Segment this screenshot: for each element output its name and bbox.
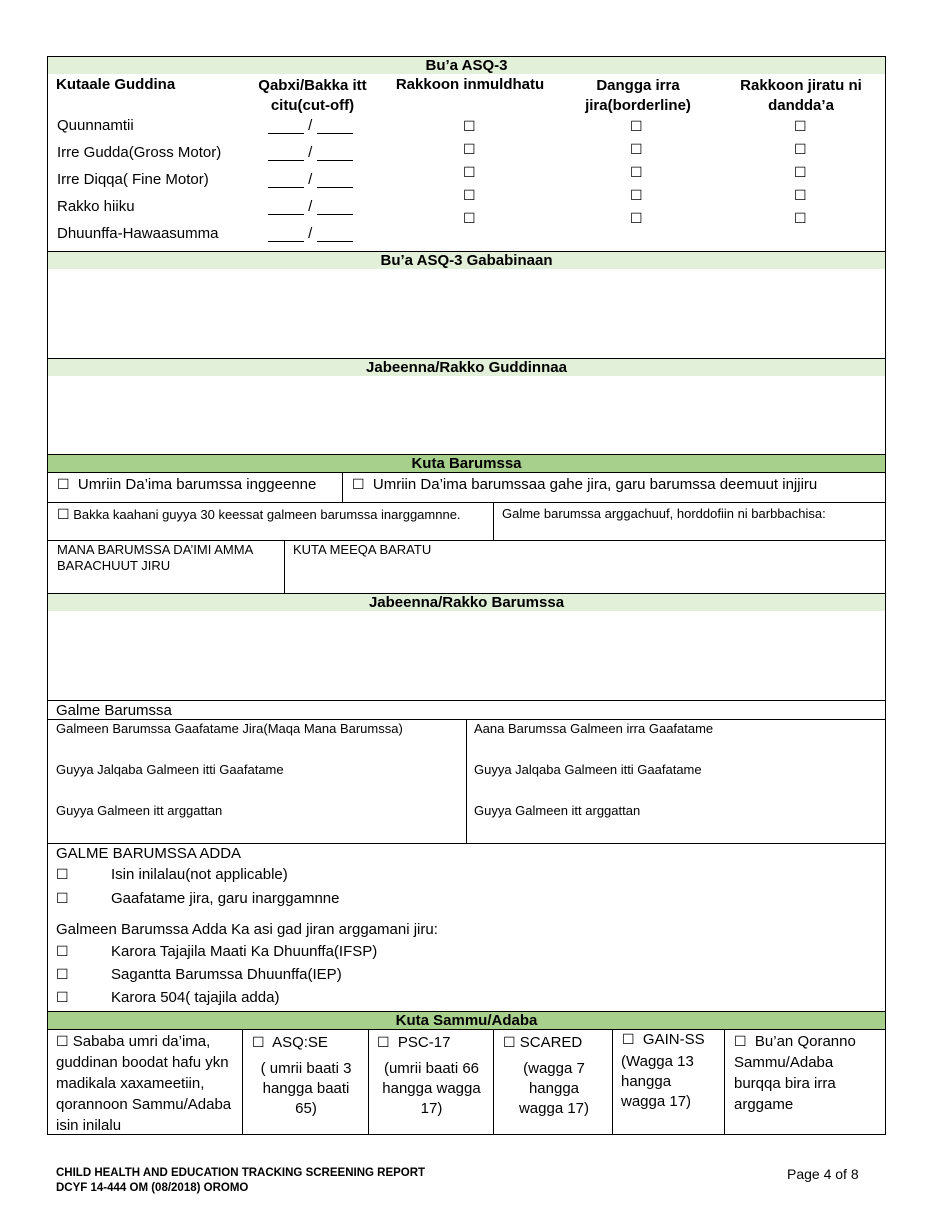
score-field[interactable]: / xyxy=(268,117,353,134)
checkbox[interactable]: ☐ xyxy=(794,141,807,157)
checkbox[interactable]: ☐ xyxy=(794,118,807,134)
col-header-possible: Rakkoon jiratu ni dandda’a xyxy=(740,77,862,114)
asq-title: Bu’a ASQ-3 xyxy=(48,57,885,74)
checkbox[interactable]: ☐ xyxy=(630,187,643,203)
other-opt-label: Karora 504( tajajila adda) xyxy=(111,989,280,1006)
opt-not-school-age[interactable]: ☐ Umriin Da’ima barumssa inggeenne xyxy=(57,476,317,493)
other-records-title: GALME BARUMSSA ADDA xyxy=(56,845,242,862)
checkbox[interactable]: ☐ xyxy=(252,1034,265,1050)
checkbox[interactable]: ☐ xyxy=(56,989,69,1005)
other-opt-label: Isin inilalau(not applicable) xyxy=(111,866,288,883)
checkbox[interactable]: ☐ xyxy=(463,118,476,134)
dev-concerns-title: Jabeenna/Rakko Guddinnaa xyxy=(48,359,885,376)
behavior-title: Kuta Sammu/Adaba xyxy=(48,1012,885,1029)
checkbox[interactable]: ☐ xyxy=(794,187,807,203)
asq-summary-area[interactable] xyxy=(48,270,885,358)
footer-form-title: CHILD HEALTH AND EDUCATION TRACKING SCREENING REPORT xyxy=(56,1167,426,1179)
checkbox[interactable]: ☐ xyxy=(630,210,643,226)
checkbox[interactable]: ☐ xyxy=(734,1033,747,1049)
checkbox[interactable]: ☐ xyxy=(463,164,476,180)
checkbox[interactable]: ☐ xyxy=(56,866,69,882)
edu-concerns-title: Jabeenna/Rakko Barumssa xyxy=(48,594,885,611)
behavior-cell[interactable]: ☐ SCARED xyxy=(503,1034,583,1051)
checkbox[interactable]: ☐ xyxy=(794,210,807,226)
score-field[interactable]: / xyxy=(268,225,353,242)
score-field[interactable]: / xyxy=(268,198,353,215)
dev-concerns-area[interactable] xyxy=(48,377,885,454)
records-left-item: Guyya Jalqaba Galmeen itti Gaafatame xyxy=(56,762,284,777)
asq-row-label: Irre Gudda(Gross Motor) xyxy=(57,144,222,161)
checkbox[interactable]: ☐ xyxy=(57,476,70,492)
behavior-cell[interactable]: ☐ ASQ:SE xyxy=(252,1034,328,1051)
checkbox[interactable]: ☐ xyxy=(463,187,476,203)
page-number: Page 4 of 8 xyxy=(787,1166,859,1182)
records-title: Galme Barumssa xyxy=(56,702,172,719)
col-header-area: Kutaale Guddina xyxy=(56,76,176,93)
checkbox[interactable]: ☐ xyxy=(630,118,643,134)
records-left-item: Guyya Galmeen itt arggattan xyxy=(56,803,223,818)
checkbox[interactable]: ☐ xyxy=(630,141,643,157)
checkbox[interactable]: ☐ xyxy=(794,164,807,180)
opt-not-enrolled-30[interactable]: ☐ Bakka kaahani guyya 30 keessat galmeen barumssa inarggamnne. xyxy=(57,506,461,522)
checkbox[interactable]: ☐ xyxy=(352,476,365,492)
checkbox[interactable]: ☐ xyxy=(56,966,69,982)
asq-row-label: Dhuunffa-Hawaasumma xyxy=(57,225,219,242)
records-right-item: Guyya Jalqaba Galmeen itti Gaafatame xyxy=(474,762,702,777)
asq-row-label: Rakko hiiku xyxy=(57,198,135,215)
asq-summary-title: Bu’a ASQ-3 Gababinaan xyxy=(48,252,885,269)
behavior-cell[interactable]: ☐ GAIN-SS xyxy=(622,1031,705,1048)
other-opt[interactable] xyxy=(56,866,69,883)
other-records-subtitle: Galmeen Barumssa Adda Ka asi gad jiran arggamani jiru: xyxy=(56,921,438,938)
checkbox[interactable]: ☐ xyxy=(463,210,476,226)
checkbox[interactable]: ☐ xyxy=(630,164,643,180)
behavior-age-range: (Wagga 13 hangga wagga 17) xyxy=(621,1053,694,1110)
checkbox[interactable]: ☐ xyxy=(377,1034,390,1050)
checkbox[interactable]: ☐ xyxy=(463,141,476,157)
behavior-cell[interactable]: ☐ Bu’an Qoranno Sammu/Adaba burqqa bira irra arggame xyxy=(734,1033,856,1113)
checkbox[interactable]: ☐ xyxy=(622,1031,635,1047)
checkbox[interactable]: ☐ xyxy=(56,1033,69,1049)
opt-school-age-not-attending[interactable]: ☐ Umriin Da’ima barumssaa gahe jira, garu barumssa deemuut injjiru xyxy=(352,476,818,493)
asq-row-label: Quunnamtii xyxy=(57,117,134,134)
other-opt[interactable] xyxy=(56,966,69,983)
footer-form-number: DCYF 14-444 OM (08/2018) OROMO xyxy=(56,1182,249,1194)
col-header-cutoff: Qabxi/Bakka itt citu(cut-off) xyxy=(258,77,367,114)
col-header-borderline: Dangga irra jira(borderline) xyxy=(585,77,691,114)
behavior-age-range: ( umrii baati 3 hangga baati 65) xyxy=(260,1060,352,1117)
other-opt-label: Gaafatame jira, garu inarggamnne xyxy=(111,890,340,907)
asq-row-label: Irre Diqqa( Fine Motor) xyxy=(57,171,209,188)
other-opt[interactable] xyxy=(56,943,69,960)
grade-label: KUTA MEEQA BARATU xyxy=(293,542,432,557)
other-opt[interactable] xyxy=(56,890,69,907)
checkbox[interactable]: ☐ xyxy=(56,890,69,906)
score-field[interactable]: / xyxy=(268,171,353,188)
behavior-age-range: (wagga 7 hangga wagga 17) xyxy=(518,1060,590,1117)
edu-concerns-area[interactable] xyxy=(48,612,885,700)
education-title: Kuta Barumssa xyxy=(48,455,885,472)
other-opt-label: Sagantta Barumssa Dhuunffa(IEP) xyxy=(111,966,342,983)
checkbox[interactable]: ☐ xyxy=(56,943,69,959)
behavior-cell[interactable]: ☐ Sababa umri da’ima, guddinan boodat hafu ykn madikala xaxameetiin, qorannoon Sammu/Adaba isin inilalu xyxy=(56,1033,232,1134)
records-right-item: Guyya Galmeen itt arggattan xyxy=(474,803,641,818)
other-opt-label: Karora Tajajila Maati Ka Dhuunffa(IFSP) xyxy=(111,943,378,960)
behavior-age-range: (umrii baati 66 hangga wagga 17) xyxy=(382,1060,481,1117)
checkbox[interactable]: ☐ xyxy=(503,1034,516,1050)
behavior-cell[interactable]: ☐ PSC-17 xyxy=(377,1034,451,1051)
col-header-concern: Rakkoon inmuldhatu xyxy=(395,76,545,93)
records-requested-label: Galme barumssa arggachuuf, horddofiin ni barbbachisa: xyxy=(502,506,826,521)
school-name-label: MANA BARUMSSA DA’IMI AMMA BARACHUUT JIRU xyxy=(57,542,253,573)
other-opt[interactable] xyxy=(56,989,69,1006)
records-right-item: Aana Barumssa Galmeen irra Gaafatame xyxy=(474,721,714,736)
checkbox[interactable]: ☐ xyxy=(57,506,70,522)
records-left-item: Galmeen Barumssa Gaafatame Jira(Maqa Mana Barumssa) xyxy=(56,721,403,736)
score-field[interactable]: / xyxy=(268,144,353,161)
